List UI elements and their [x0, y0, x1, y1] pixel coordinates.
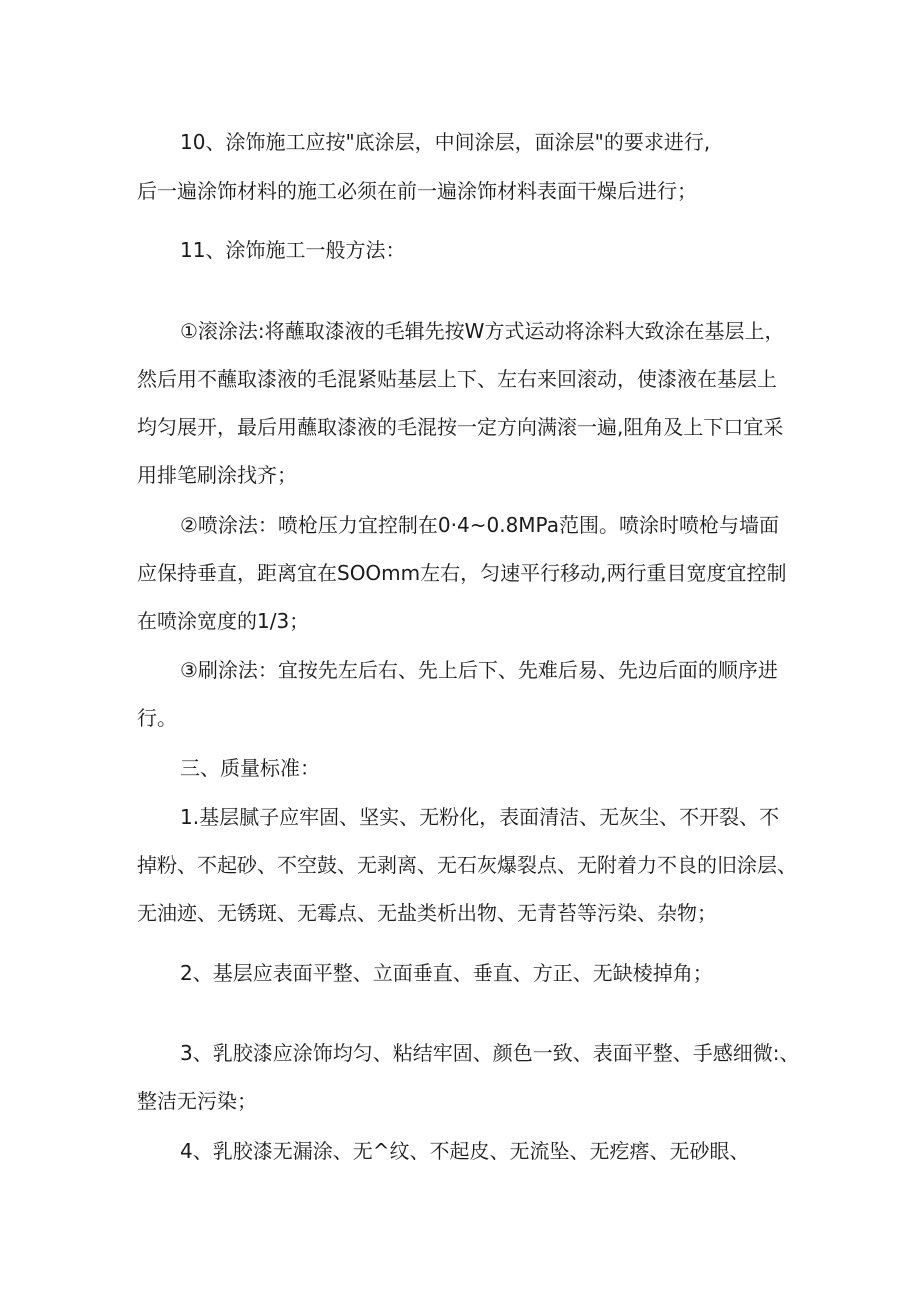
text-line: 无油迹、无锈斑、无霉点、无盐类析出物、无青苔等污染、杂物；	[137, 901, 717, 925]
text-line: 应保持垂直，距离宜在SOOmm左右，匀速平行移动,两行重目宽度宜控制	[137, 561, 787, 585]
text-line: 4、乳胶漆无漏涂、无^纹、不起皮、无流坠、无疙瘩、无砂眼、	[180, 1139, 750, 1163]
text-line: 行。	[137, 706, 177, 730]
text-line: 10、涂饰施工应按"底涂层，中间涂层，面涂层"的要求进行,	[180, 130, 711, 154]
text-line: 后一遍涂饰材料的施工必须在前一遍涂饰材料表面干燥后进行；	[137, 179, 697, 203]
text-line: 在喷涂宽度的1/3；	[137, 609, 310, 633]
text-line: 然后用不蘸取漆液的毛混紧贴基层上下、左右来回滚动，使漆液在基层上	[137, 367, 777, 391]
text-line: 1.基层腻子应牢固、坚实、无粉化，表面清洁、无灰尘、不开裂、不	[180, 805, 780, 829]
text-line: ①滚涂法:将蘸取漆液的毛辑先按W方式运动将涂料大致涂在基层上，	[180, 319, 785, 343]
text-line: 整洁无污染；	[137, 1089, 257, 1113]
text-line: 用排笔刷涂找齐；	[137, 463, 297, 487]
section-heading: 三、质量标准：	[180, 756, 320, 780]
text-line: 掉粉、不起砂、不空鼓、无剥离、无石灰爆裂点、无附着力不良的旧涂层、	[137, 853, 797, 877]
text-line: ②喷涂法：喷枪压力宜控制在0·4~0.8MPa范围。喷涂时喷枪与墙面	[180, 513, 779, 537]
text-line: 11、涂饰施工一般方法：	[180, 238, 406, 262]
text-line: 2、基层应表面平整、立面垂直、垂直、方正、无缺棱掉角；	[180, 961, 713, 985]
text-line: 3、乳胶漆应涂饰均匀、粘结牢固、颜色一致、表面平整、手感细微:、	[180, 1041, 800, 1065]
text-line: ③刷涂法：宜按先左后右、先上后下、先难后易、先边后面的顺序进	[180, 658, 778, 682]
text-line: 均匀展开，最后用蘸取漆液的毛混按一定方向满滚一遍,阻角及上下口宜采	[137, 415, 784, 439]
